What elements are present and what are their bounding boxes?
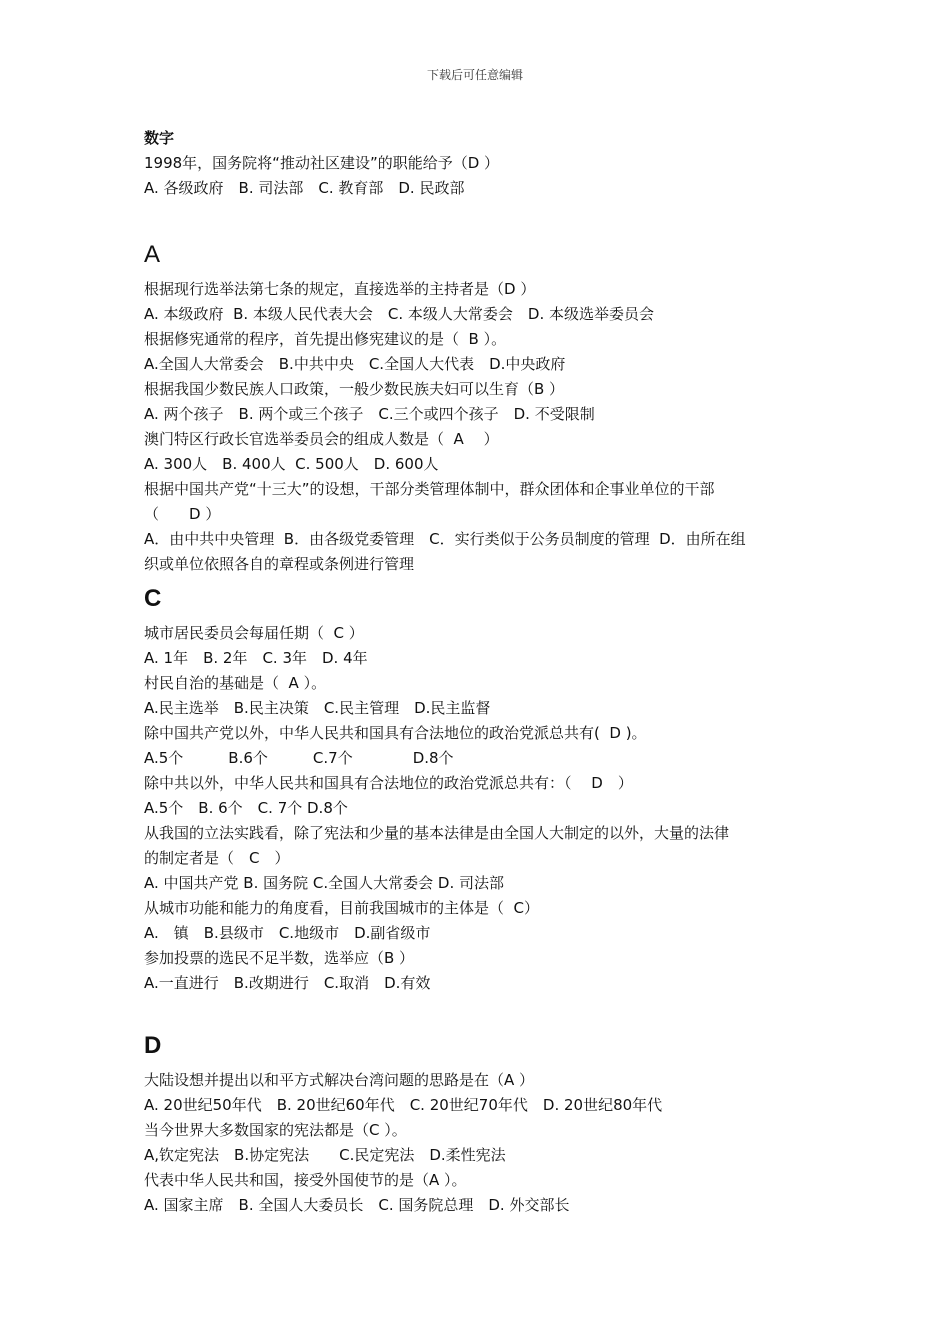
page-header: 下载后可任意编辑	[426, 68, 523, 82]
answer-options: A.民主选举 B.民主决策 C.民主管理 D.民主监督	[144, 699, 491, 717]
answer-options: A．由中共中央管理 B．由各级党委管理 C．实行类似于公务员制度的管理 D．由所在组	[144, 530, 746, 548]
question-text: 除中共以外，中华人民共和国具有合法地位的政治党派总共有：（ D ）	[144, 774, 633, 792]
section-heading-d: D	[144, 1032, 162, 1059]
section-heading-a: A	[144, 241, 161, 268]
question-text: 从我国的立法实践看，除了宪法和少量的基本法律是由全国人大制定的以外，大量的法律	[144, 824, 730, 842]
section-heading-c: C	[144, 585, 162, 612]
document-body	[144, 126, 814, 1218]
question-text: （ D ）	[144, 505, 221, 523]
question-text: 根据中国共产党“十三大”的设想，干部分类管理体制中，群众团体和企事业单位的干部	[144, 480, 715, 498]
answer-options: A. 中国共产党 B. 国务院 C.全国人大常委会 D. 司法部	[144, 874, 504, 892]
question-text: 1998年，国务院将“推动社区建设”的职能给予（D ）	[144, 154, 500, 172]
question-text: 根据我国少数民族人口政策，一般少数民族夫妇可以生育（B ）	[144, 380, 565, 398]
answer-options: A. 国家主席 B. 全国人大委员长 C. 国务院总理 D. 外交部长	[144, 1196, 570, 1214]
question-text: 根据修宪通常的程序，首先提出修宪建议的是（ B ）。	[144, 330, 507, 348]
question-text: 代表中华人民共和国，接受外国使节的是（A ）。	[144, 1171, 467, 1189]
question-text: 大陆设想并提出以和平方式解决台湾问题的思路是在（A ）	[144, 1071, 535, 1089]
question-text: 城市居民委员会每届任期（ C ）	[144, 624, 364, 642]
section-heading-number: 数字	[144, 129, 175, 147]
question-text: 澳门特区行政长官选举委员会的组成人数是（ A ）	[144, 430, 499, 448]
question-text: 从城市功能和能力的角度看，目前我国城市的主体是（ C）	[144, 899, 540, 917]
answer-options: A. 各级政府 B. 司法部 C. 教育部 D. 民政部	[144, 179, 465, 197]
answer-options: A. 本级政府 B. 本级人民代表大会 C. 本级人大常委会 D. 本级选举委员会	[144, 305, 654, 323]
answer-options: A,钦定宪法 B.协定宪法 C.民定宪法 D.柔性宪法	[144, 1146, 506, 1164]
answer-options: A.一直进行 B.改期进行 C.取消 D.有效	[144, 974, 431, 992]
answer-options: 织或单位依照各自的章程或条例进行管理	[144, 555, 415, 573]
answer-options: A. 两个孩子 B. 两个或三个孩子 C.三个或四个孩子 D. 不受限制	[144, 405, 595, 423]
question-text: 除中国共产党以外，中华人民共和国具有合法地位的政治党派总共有( D )。	[144, 724, 647, 742]
answer-options: A.全国人大常委会 B.中共中央 C.全国人大代表 D.中央政府	[144, 355, 566, 373]
answer-options: A.5个 B.6个 C.7个 D.8个	[144, 749, 454, 767]
answer-options: A. 20世纪50年代 B. 20世纪60年代 C. 20世纪70年代 D. 20世纪80年代	[144, 1096, 663, 1114]
question-text: 当今世界大多数国家的宪法都是（C ）。	[144, 1121, 407, 1139]
question-text: 根据现行选举法第七条的规定，直接选举的主持者是（D ）	[144, 280, 536, 298]
question-text: 的制定者是（ C ）	[144, 849, 290, 867]
question-text: 村民自治的基础是（ A ）。	[144, 674, 327, 692]
answer-options: A. 镇 B.县级市 C.地级市 D.副省级市	[144, 924, 431, 942]
question-text: 参加投票的选民不足半数，选举应（B ）	[144, 949, 415, 967]
answer-options: A. 1年 B. 2年 C. 3年 D. 4年	[144, 649, 368, 667]
answer-options: A.5个 B. 6个 C. 7个 D.8个	[144, 799, 348, 817]
answer-options: A. 300人 B. 400人 C. 500人 D. 600人	[144, 455, 439, 473]
